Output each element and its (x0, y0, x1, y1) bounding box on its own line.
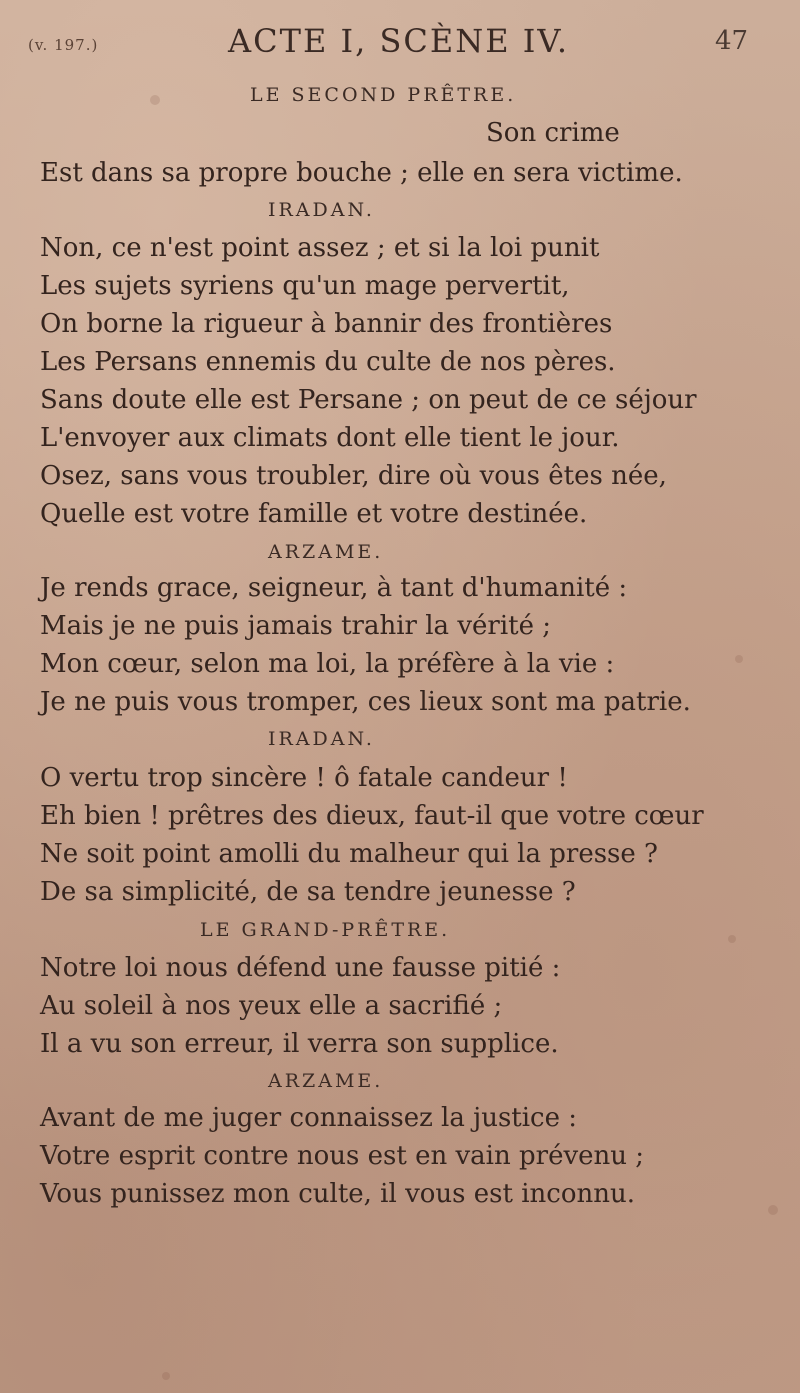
verse-reference: (v. 197.) (28, 36, 99, 54)
foxing-spot (150, 95, 160, 105)
verse-line: Votre esprit contre nous est en vain prévenu ; (40, 1141, 645, 1171)
verse-line: Au soleil à nos yeux elle a sacrifié ; (40, 991, 503, 1021)
running-title: ACTE I, SCÈNE IV. (228, 22, 570, 60)
verse-line: De sa simplicité, de sa tendre jeunesse ? (40, 877, 576, 907)
verse-line: Osez, sans vous troubler, dire où vous êtes née, (40, 461, 667, 491)
foxing-spot (735, 655, 743, 663)
foxing-spot (728, 935, 736, 943)
page-number: 47 (715, 26, 749, 56)
verse-line: Notre loi nous défend une fausse pitié : (40, 953, 561, 983)
verse-line: On borne la rigueur à bannir des frontières (40, 309, 613, 339)
verse-line: Vous punissez mon culte, il vous est inconnu. (40, 1179, 635, 1209)
speaker-name: IRADAN. (268, 728, 375, 750)
verse-line: Les Persans ennemis du culte de nos pères. (40, 347, 616, 377)
foxing-spot (162, 1372, 170, 1380)
verse-line: Mais je ne puis jamais trahir la vérité ; (40, 611, 551, 641)
speaker-name: LE GRAND-PRÊTRE. (200, 919, 451, 941)
speaker-name: ARZAME. (268, 541, 384, 563)
speaker-name: LE SECOND PRÊTRE. (250, 84, 517, 106)
verse-line: Son crime (486, 118, 620, 148)
verse-line: Je rends grace, seigneur, à tant d'humanité : (40, 573, 628, 603)
verse-line: Quelle est votre famille et votre destinée. (40, 499, 588, 529)
verse-line: Ne soit point amolli du malheur qui la presse ? (40, 839, 658, 869)
verse-line: O vertu trop sincère ! ô fatale candeur ! (40, 763, 568, 793)
speaker-name: IRADAN. (268, 199, 375, 221)
verse-line: Eh bien ! prêtres des dieux, faut-il que votre cœur (40, 801, 704, 831)
verse-line: Les sujets syriens qu'un mage pervertit, (40, 271, 570, 301)
verse-line: Mon cœur, selon ma loi, la préfère à la vie : (40, 649, 615, 679)
verse-line: Sans doute elle est Persane ; on peut de ce séjour (40, 385, 697, 415)
speaker-name: ARZAME. (268, 1070, 384, 1092)
verse-line: Je ne puis vous tromper, ces lieux sont ma patrie. (40, 687, 691, 717)
verse-line: Non, ce n'est point assez ; et si la loi punit (40, 233, 600, 263)
verse-line: Avant de me juger connaissez la justice : (40, 1103, 578, 1133)
verse-line: L'envoyer aux climats dont elle tient le jour. (40, 423, 620, 453)
foxing-spot (768, 1205, 778, 1215)
verse-line: Il a vu son erreur, il verra son supplice. (40, 1029, 559, 1059)
verse-line: Est dans sa propre bouche ; elle en sera victime. (40, 158, 683, 188)
page-header (0, 22, 800, 62)
